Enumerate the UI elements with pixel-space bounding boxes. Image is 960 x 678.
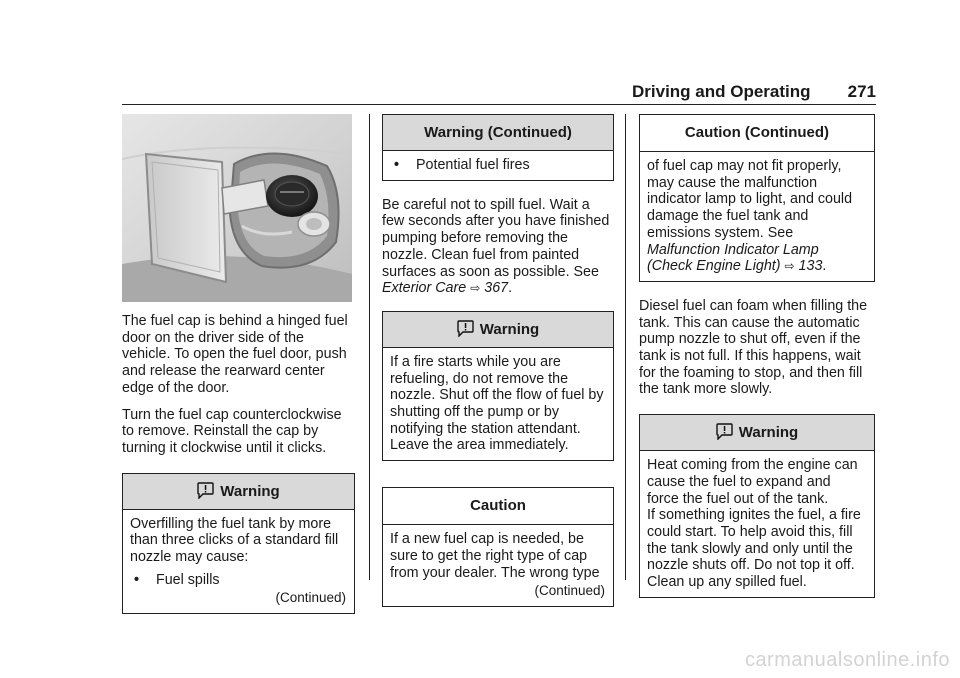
warning-icon [457,315,474,350]
page-reference-link[interactable] [382,280,508,296]
bullet-item [390,157,605,174]
warning-icon [716,418,733,453]
caution-header [383,488,613,525]
page-number: 271 [847,82,876,101]
continued-label: (Continued) [275,590,346,606]
fuel-door-illustration [122,114,352,302]
page-ref-arrow-icon: ⇨ [784,259,795,274]
caution-title: Caution [470,497,526,515]
warning-text: Heat coming from the engine can cause the fuel to expand and force the fuel out of the tank. [647,457,858,507]
column-1 [122,114,355,640]
bullet-glyph: • [394,157,400,173]
link-page: 367 [484,280,509,297]
caution-text: If a new fuel cap is needed, be sure to get the right type of cap from your dealer. The wrong type [390,531,600,581]
warning-header [640,415,874,451]
paragraph: The fuel cap is behind a hinged fuel door on the driver side of the vehicle. To open the fuel door, push and release the rearward center edge of the door. [122,313,348,396]
paragraph: Diesel fuel can foam when filling the tank. This can cause the automatic pump nozzle to shut off, even if the tank is not full. If this happens, wait for the foaming to stop, and then fill the tank more slowly. [639,297,868,398]
link-page: 133 [798,258,823,275]
section-title: Driving and Operating [632,82,811,101]
caution-text-block: of fuel cap may not fit properly, may cause the malfunction indicator lamp to light, and could damage the fuel tank and emissions system. See Malfunction Indicator Lamp (Check Engine Light) ⇨ 133. [647,158,853,275]
link-text: Malfunction Indicator Lamp (Check Engine Light) [647,241,819,275]
warning-text: If a fire starts while you are refueling, do not remove the nozzle. Shut off the flow of fuel by shutting off the pump or by notifying the station attendant. Leave the area immediately. [390,353,604,454]
warning-header [123,474,354,510]
caution-text: of fuel cap may not fit properly, may cause the malfunction indicator lamp to light, and could damage the fuel tank and emissions system. See [647,158,853,241]
bullet-text: Potential fuel fires [416,157,530,173]
caution-title: Caution (Continued) [684,124,830,141]
column-divider [625,114,626,580]
caution-continued-box [639,114,875,282]
bullet-glyph: • [134,571,140,588]
bullet-text: Fuel spills [156,571,220,588]
warning-title: Warning [220,482,280,500]
bullet-item [130,572,346,589]
warning-header [383,312,613,348]
warning-continued-box [382,114,614,181]
header-rule [122,104,876,105]
page-ref-arrow-icon: ⇨ [470,281,481,296]
warning-title: Warning [479,320,540,338]
warning-icon [197,477,214,512]
fuel-door-image [122,114,352,302]
column-3 [639,114,875,624]
warning-title: Warning (Continued) [424,124,572,141]
warning-text: Overfilling the fuel tank by more than three clicks of a standard fill nozzle may cause: [130,515,339,566]
link-text: Exterior Care [382,280,467,297]
caution-box [382,487,614,607]
page-reference-link[interactable] [647,242,822,275]
caution-header [640,115,874,152]
warning-text: If something ignites the fuel, a fire could start. To help avoid this, fill the tank slowly and only until the nozzle shuts off. Do not top it off. Clean up any spilled fuel. [647,507,861,591]
watermark: carmanualsonline.info [744,649,950,671]
continued-label: (Continued) [534,583,605,599]
warning-title: Warning [738,424,799,442]
column-divider [369,114,370,580]
paragraph-text: Be careful not to spill fuel. Wait a few seconds after you have finished pumping before removing the nozzle. Clean fuel from painted surfaces as soon as possible. See [382,196,610,280]
warning-box [639,414,875,598]
column-2 [382,114,614,633]
paragraph: Turn the fuel cap counterclockwise to remove. Reinstall the cap by turning it clockwise until it clicks. [122,406,342,456]
warning-box [122,473,355,615]
paragraph: Be careful not to spill fuel. Wait a few seconds after you have finished pumping before removing the nozzle. Clean fuel from painted surfaces as soon as possible. See Exterior Care ⇨ 367. [382,196,610,297]
warning-box [382,311,614,461]
warning-header [383,115,613,151]
